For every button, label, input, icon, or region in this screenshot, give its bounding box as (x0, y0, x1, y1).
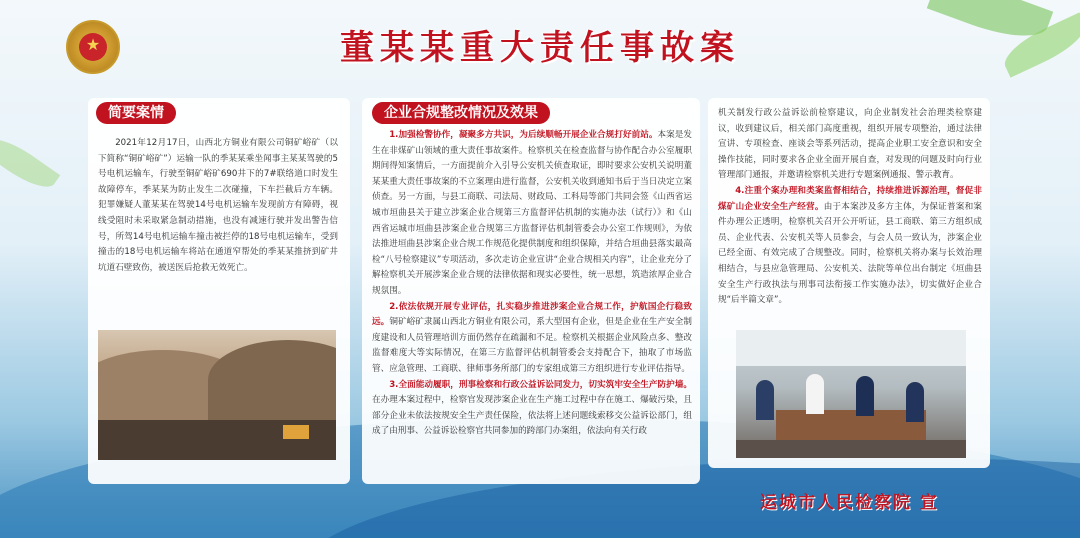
photo-floor (736, 440, 966, 458)
paragraph-4 (718, 184, 982, 309)
section-tag-compliance: 企业合规整改情况及效果 (372, 102, 550, 124)
paragraph-2 (372, 300, 692, 378)
photo-person (756, 380, 774, 420)
photo-window (736, 330, 966, 366)
photo-person (806, 374, 824, 414)
section-tag-case-summary: 简要案情 (96, 102, 176, 124)
case-summary-text (98, 136, 338, 322)
paragraph-4-heading: 4.注重个案办理和类案监督相结合，持续推进诉源治理，督促非煤矿山企业安全生产经营。 (718, 185, 982, 212)
case-summary-paragraph: 2021年12月17日，山西北方铜业有限公司铜矿峪矿（以下简称“铜矿峪矿”）运输一队的季某某乘坐闻事主某某驾驶的5号电机运输车，行驶至铜矿峪矿690井下的7#联络道口时发生故障停车，季某某为防止发生二次碰撞，下车拦截后方车辆。犯罪嫌疑人董某某在驾驶14号电机运输车发现前方有障碍，视线受阻时未采取紧急制动措施，也没有减速行驶并发出警告信号，所驾14号电机运输车撞击被拦停的18号电机运输车，受到撞击的18号电机运输车将站在通道窄帮处的季某某推挤到矿井坑道石壁致伤，被送医后抢救无效死亡。 (98, 138, 338, 273)
mine-site-photo (98, 330, 336, 460)
paragraph-3-heading: 3.全面能动履职，刑事检察和行政公益诉讼同发力，切实筑牢安全生产防护墙。 (389, 379, 692, 390)
leaf-decoration (0, 129, 60, 196)
meeting-photo (736, 330, 966, 458)
photo-vehicle (283, 425, 309, 439)
compliance-text (372, 128, 692, 468)
paragraph-3-body: 在办理本案过程中，检察官发现涉案企业在生产施工过程中存在施工、爆破污染，且部分企业未依法按规安全生产责任保险，依法将上述问题线索移交公益诉讼部门，组成了由刑事、公益诉讼检察官共同参加的跨部门办案组，依法向有关行政 (372, 395, 692, 437)
photo-mountain (208, 340, 336, 420)
emblem-star-icon: ★ (85, 35, 101, 54)
photo-person (856, 376, 874, 416)
paragraph-1 (372, 128, 692, 300)
paragraph-1-heading: 1.加强检警协作，凝聚多方共识，为后续顺畅开展企业合规打好前站。 (389, 130, 658, 140)
paragraph-1-body: 本案是发生在非煤矿山领域的重大责任事故案件。检察机关在检查监督与协作配合办公室履职期间得知案情后，一方面提前介入引导公安机关侦查取证，即时要求公安机关说明董某某重大责任事故案的不立案理由进行监督，公安机关收到通知书后于当日决定立案侦查。另一方面，与县工商联、司法局、财政局、工科局等部门共同会签《山西省运城市垣曲县关于建立涉案企业合规第三方监督评估机制的实施办法（试行）》和《山西省运城市垣曲县涉案企业合规第三方监督评估机制管委会办公室工作规则》，为依法推进垣曲县涉案企业合规工作规范化提供制度和组织保障，并结合垣曲县落实最高检“八号检察建议”专项活动，多次走访企业宣讲“企业合规相关内容”，让企业充分了解检察机关开展涉案企业合规的法律依据和现实必要性，统一思想，筑造浓厚企业合规氛围。 (372, 130, 692, 296)
paragraph-4-body: 由于本案涉及多方主体，为保证普案和案件办理公正透明，检察机关召开公开听证，县工商联、第三方组织成员、企业代表、公安机关等人员参会，与会人员一致认为，涉案企业已经全面、有效完成了合规整改。同时，检察机关将办案与长效治理相结合，与县应急管理局、公安机关、法院等单位出台制定《垣曲县安全生产行政执法与刑事司法衔接工作实施办法》，切实做好企业合规“后半篇文章”。 (718, 201, 982, 306)
photo-person (906, 382, 924, 422)
compliance-text-continued (718, 106, 982, 324)
paragraph-3-continued: 机关制发行政公益诉讼前检察建议，向企业制发社会治理类检察建议，收到建议后，相关部门高度重视，组织开展专项整治，通过法律宣讲、专项检查、座谈会等系列活动，提高企业职工安全意识和安全操作技能，同时要求各企业全面开展自查，对发现的问题及时向行业管理部门通报，并邀请检察机关进行专题案例通报、警示教育。 (718, 108, 982, 181)
paragraph-2-heading: 2.依法依规开展专业评估，扎实稳步推进涉案企业合规工作，护航国企行稳致远。 (372, 301, 692, 328)
issuer-footer: 运城市人民检察院 宣 (760, 493, 939, 513)
paragraph-3 (372, 378, 692, 440)
page-title: 董某某重大责任事故案 (340, 28, 740, 68)
procuratorate-emblem (66, 20, 120, 74)
photo-table (776, 410, 926, 440)
paragraph-2-body: 铜矿峪矿隶属山西北方铜业有限公司，系大型国有企业，但是企业在生产安全制度建设和人员管理培训方面仍然存在疏漏和不足。检察机关根据企业风险点多、整改监督难度大等实际情况，在第三方监督评估机制管委会支持配合下，抽取了市场监管、应急管理、工商联、律师事务所部门的专家组成第三方组织进行专业评估指导。 (372, 317, 692, 374)
